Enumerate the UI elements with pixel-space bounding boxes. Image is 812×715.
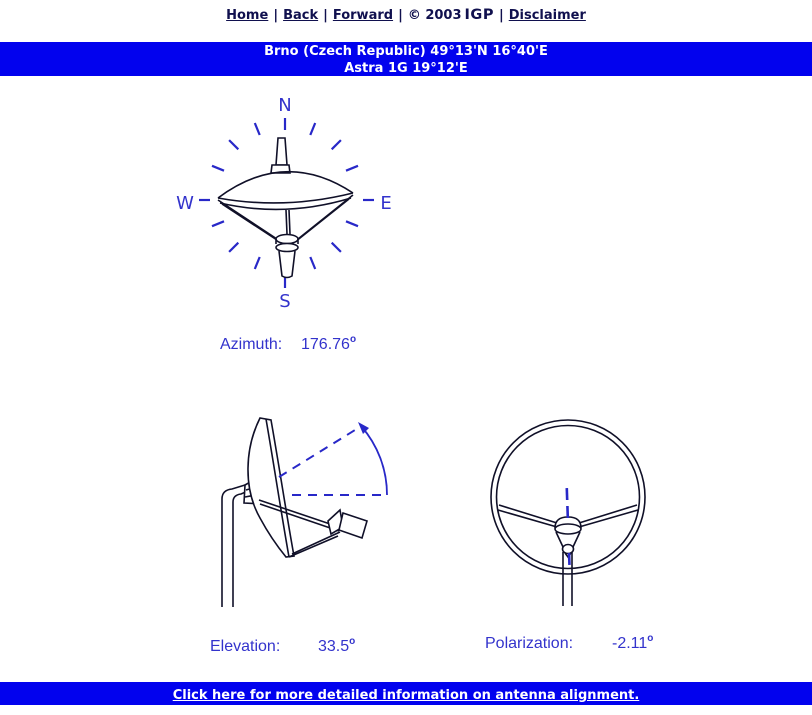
elevation-dish-diagram xyxy=(215,403,405,613)
elevation-arc xyxy=(361,426,387,495)
azimuth-compass-diagram xyxy=(165,92,410,320)
feed-strut-lower xyxy=(289,532,340,557)
compass-north-label: N xyxy=(278,95,292,116)
degree-symbol: o xyxy=(349,334,357,345)
nav-separator: | xyxy=(398,8,403,23)
elevation-value: 33.5$^o$ xyxy=(318,636,356,655)
detailed-info-link[interactable]: Click here for more detailed information on antenna alignment. xyxy=(172,688,640,703)
compass-south-label: S xyxy=(279,291,291,312)
nav-separator: | xyxy=(323,8,328,23)
cone-strut-left xyxy=(218,200,280,242)
arc-arrowhead xyxy=(358,422,369,434)
lnb-box xyxy=(339,513,367,538)
elevation-angle-markup xyxy=(279,422,387,495)
dish-rim-back xyxy=(218,172,353,198)
compass-west-label: W xyxy=(176,193,194,214)
nav-separator: | xyxy=(273,8,279,23)
polarization-value: -2.11$^o$ xyxy=(612,633,654,652)
dish-rim-front-lower xyxy=(220,198,351,209)
nav-back-link[interactable]: Back xyxy=(283,8,319,23)
nav-separator: | xyxy=(498,8,504,23)
top-nav xyxy=(0,7,812,23)
footer-link-bar xyxy=(0,682,812,705)
lnb-nub xyxy=(563,545,574,554)
lnb-collar xyxy=(555,524,581,534)
nav-disclaimer-link[interactable]: Disclaimer xyxy=(508,8,586,23)
nav-forward-link[interactable]: Forward xyxy=(332,8,394,23)
banner-location-line: Brno (Czech Republic) 49°13'N 16°40'E xyxy=(264,44,548,59)
location-banner xyxy=(0,42,812,76)
azimuth-label: Azimuth: xyxy=(220,336,283,353)
compass-east-label: E xyxy=(380,193,392,214)
degree-symbol: o xyxy=(647,633,654,644)
polarization-dish-diagram xyxy=(483,413,658,613)
igp-logo: IGP xyxy=(464,7,494,23)
dish-side-view xyxy=(248,418,294,557)
nav-home-link[interactable]: Home xyxy=(226,8,269,23)
elevation-label: Elevation: xyxy=(210,638,281,655)
lnb-top xyxy=(276,235,298,244)
lnb-strut-right xyxy=(579,505,638,527)
dish-rim-front-upper xyxy=(218,193,353,203)
mast xyxy=(276,138,287,165)
banner-satellite-line: Astra 1G 19°12'E xyxy=(344,61,468,76)
lnb-body xyxy=(279,251,295,278)
boresight-dashed-line xyxy=(279,430,355,477)
polarization-label: Polarization: xyxy=(485,635,574,652)
copyright-text: © 2003 xyxy=(407,8,462,23)
lnb-strut-left xyxy=(498,505,557,527)
dish-pole xyxy=(563,552,572,606)
dish-top-view xyxy=(218,138,353,278)
azimuth-value: 176.76$^o$ xyxy=(301,334,357,353)
lnb-band xyxy=(276,244,298,252)
feed-arm xyxy=(286,210,290,234)
degree-symbol: o xyxy=(349,636,356,647)
